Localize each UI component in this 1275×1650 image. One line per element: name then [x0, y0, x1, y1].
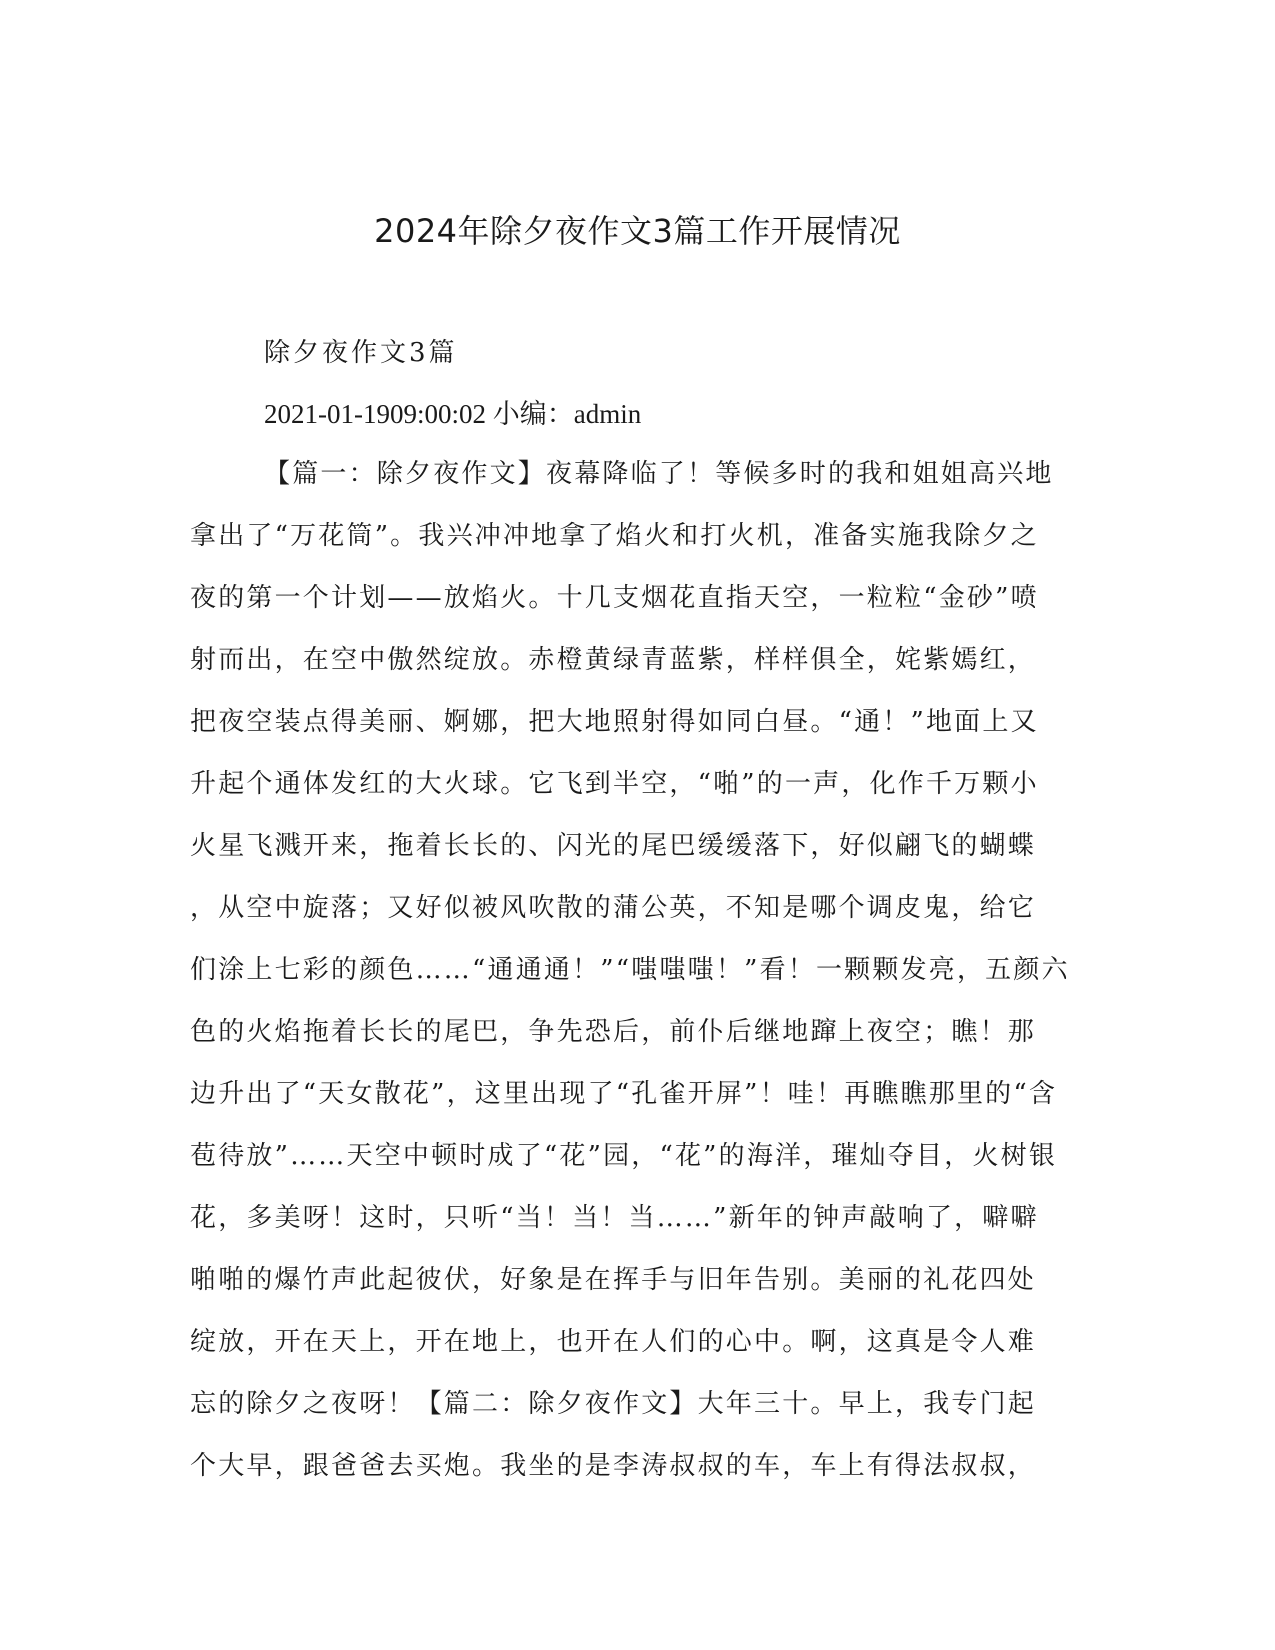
body-line: 绽放，开在天上，开在地上，也开在人们的心中。啊，这真是令人难	[190, 1327, 1037, 1357]
body-line: 火星飞溅开来，拖着长长的、闪光的尾巴缓缓落下，好似翩飞的蝴蝶	[190, 831, 1037, 861]
body-line: 夜的第一个计划——放焰火。十几支烟花直指天空，一粒粒“金砂”喷	[190, 583, 1039, 613]
article-body	[190, 456, 1090, 1510]
body-line: 边升出了“天女散花”，这里出现了“孔雀开屏”！哇！再瞧瞧那里的“含	[190, 1079, 1058, 1109]
body-line: 拿出了“万花筒”。我兴冲冲地拿了焰火和打火机，准备实施我除夕之	[190, 521, 1039, 551]
body-line: ，从空中旋落；又好似被风吹散的蒲公英，不知是哪个调皮鬼，给它	[190, 893, 1037, 923]
article-subheading: 除夕夜作文3篇	[264, 338, 458, 368]
body-line: 色的火焰拖着长长的尾巴，争先恐后，前仆后继地蹿上夜空；瞧！那	[190, 1017, 1037, 1047]
body-line: 们涂上七彩的颜色……“通通通！”“嗤嗤嗤！”看！一颗颗发亮，五颜六	[190, 955, 1070, 985]
document-title: 2024年除夕夜作文3篇工作开展情况	[374, 212, 901, 250]
body-line: 个大早，跟爸爸去买炮。我坐的是李涛叔叔的车，车上有得法叔叔，	[190, 1451, 1037, 1481]
body-line: 花，多美呀！这时，只听“当！当！当……”新年的钟声敲响了，噼噼	[190, 1203, 1039, 1233]
body-line: 忘的除夕之夜呀！【篇二：除夕夜作文】大年三十。早上，我专门起	[190, 1389, 1037, 1419]
body-line: 啪啪的爆竹声此起彼伏，好象是在挥手与旧年告别。美丽的礼花四处	[190, 1265, 1037, 1295]
body-line: 射而出，在空中傲然绽放。赤橙黄绿青蓝紫，样样俱全，姹紫嫣红，	[190, 645, 1037, 675]
body-line: 苞待放”……天空中顿时成了“花”园，“花”的海洋，璀灿夺目，火树银	[190, 1141, 1058, 1171]
body-line: 【篇一：除夕夜作文】夜幕降临了！等候多时的我和姐姐高兴地	[264, 459, 1054, 489]
body-line: 升起个通体发红的大火球。它飞到半空，“啪”的一声，化作千万颗小	[190, 769, 1039, 799]
body-line: 把夜空装点得美丽、婀娜，把大地照射得如同白昼。“通！”地面上又	[190, 707, 1039, 737]
publish-meta: 2021-01-1909:00:02 小编：admin	[264, 399, 642, 429]
